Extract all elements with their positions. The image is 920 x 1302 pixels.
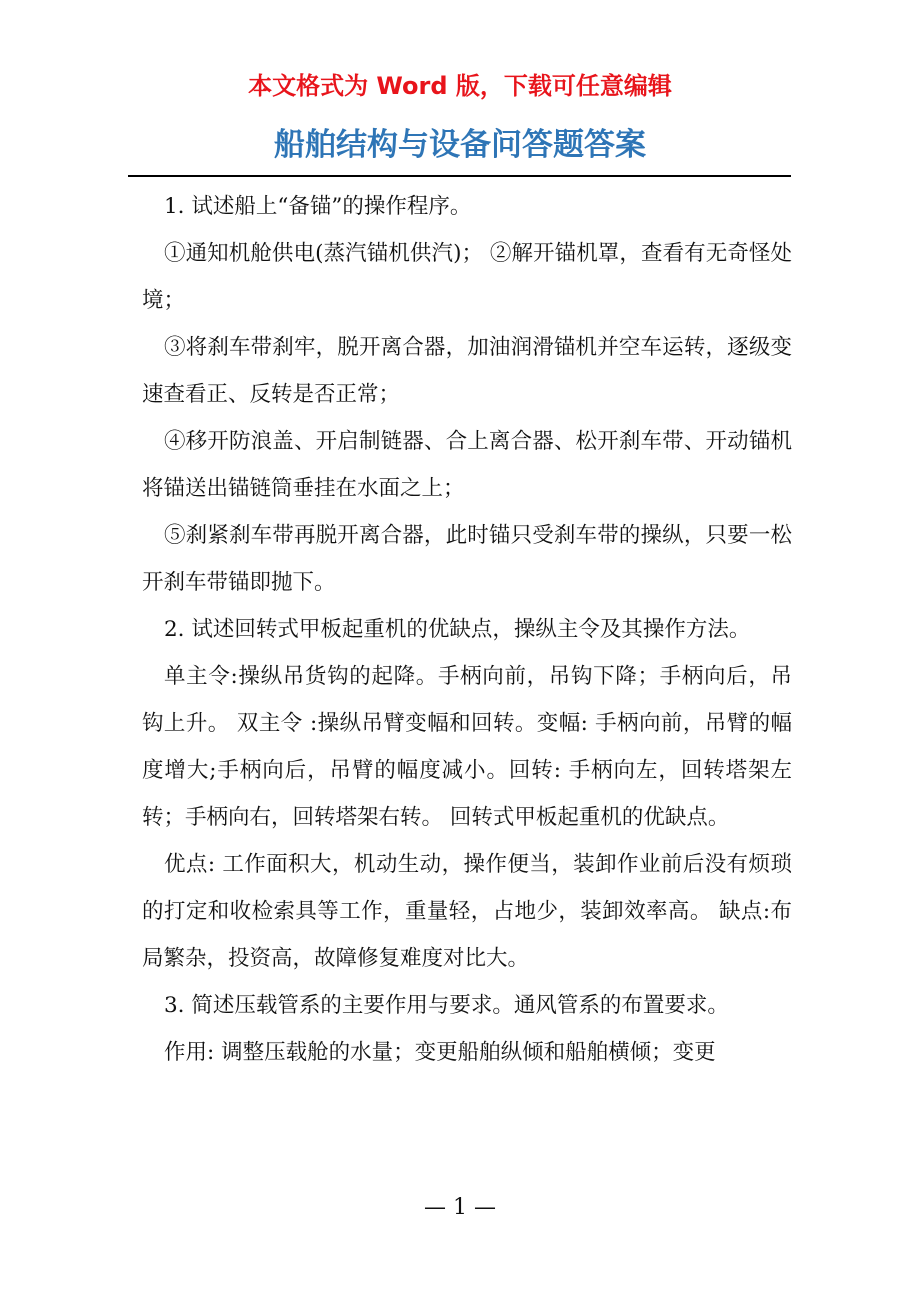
page-number: — 1 —: [424, 1195, 496, 1220]
answer-1-step-5: ⑤刹紧刹车带再脱开离合器，此时锚只受刹车带的操纵，只要一松开刹车带锚即抛下。: [142, 523, 792, 595]
document-body: [142, 183, 792, 1076]
answer-1-step-4: ④移开防浪盖、开启制链器、合上离合器、松开刹车带、开动锚机将锚送出锚链筒垂挂在水面之上；: [142, 429, 792, 501]
answer-2-controls: 单主令:操纵吊货钩的起降。手柄向前，吊钩下降；手柄向后，吊钩上升。 双主令 :操纵吊臂变幅和回转。变幅: 手柄向前，吊臂的幅度增大;手柄向后，吊臂的幅度减小。回转: 手柄向左，回转塔架左转；手柄向右，回转塔架右转。 回转式甲板起重机的优缺点。: [142, 664, 792, 830]
answer-3-function: 作用: 调整压载舱的水量；变更船舶纵倾和船舶横倾；变更: [164, 1040, 716, 1065]
question-2-heading: 2. 试述回转式甲板起重机的优缺点，操纵主令及其操作方法。: [164, 617, 751, 642]
document-title: 船舶结构与设备问答题答案: [274, 127, 646, 163]
answer-1-step-1-2: ①通知机舱供电(蒸汽锚机供汽)； ②解开锚机罩，查看有无奇怪处境；: [142, 241, 792, 313]
answer-2-pros-cons: 优点: 工作面积大，机动生动，操作便当，装卸作业前后没有烦琐的打定和收检索具等工作，重量轻，占地少，装卸效率高。 缺点:布局繁杂，投资高，故障修复难度对比大。: [142, 852, 792, 971]
question-1-heading: 1. 试述船上“备锚”的操作程序。: [164, 194, 472, 219]
title-divider: [128, 175, 791, 177]
question-3-heading: 3. 简述压载管系的主要作用与要求。通风管系的布置要求。: [164, 993, 729, 1018]
format-notice: 本文格式为 Word 版，下载可任意编辑: [248, 72, 672, 100]
answer-1-step-3: ③将刹车带刹牢，脱开离合器，加油润滑锚机并空车运转，逐级变速查看正、反转是否正常；: [142, 335, 792, 407]
